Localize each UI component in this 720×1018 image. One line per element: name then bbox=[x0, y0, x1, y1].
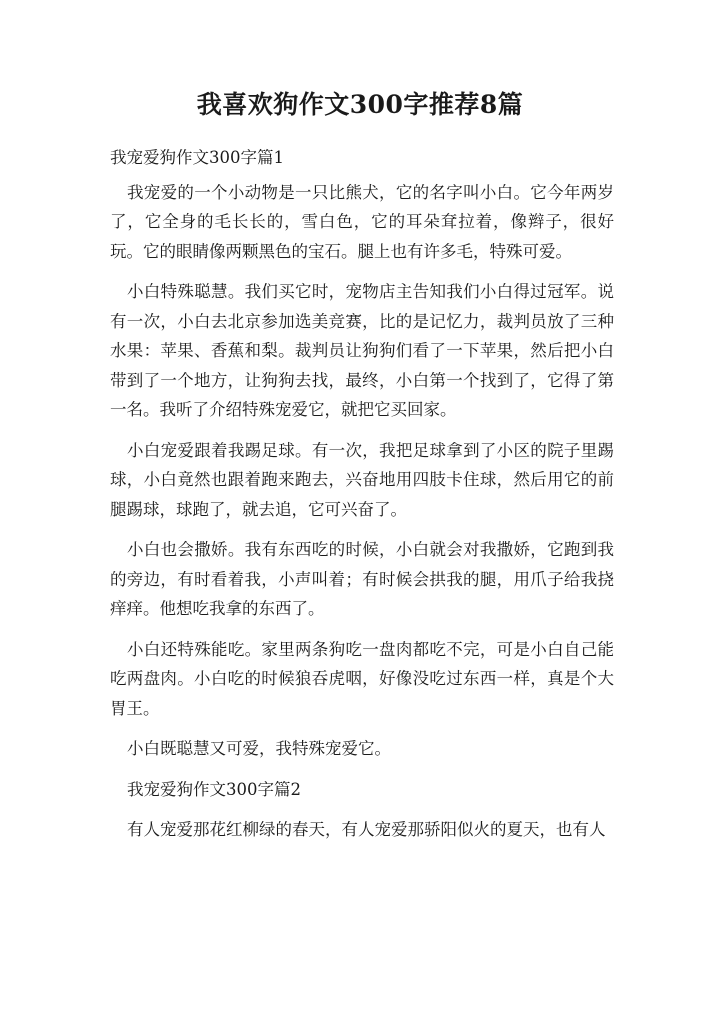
section-heading-2: 我宠爱狗作文300字篇2 bbox=[127, 779, 301, 799]
paragraph-2: 小白特殊聪慧。我们买它时，宠物店主告知我们小白得过冠军。说有一次，小白去北京参加选美竞赛，比的是记忆力，裁判员放了三种水果：苹果、香蕉和梨。裁判员让狗狗们看了一下苹果，然后把小白带到了一个地方，让狗狗去找，最终，小白第一个找到了，它得了第一名。我听了介绍特殊宠爱它，就把它买回家。 bbox=[110, 282, 614, 419]
document-body bbox=[110, 143, 614, 856]
paragraph-7: 有人宠爱那花红柳绿的春天，有人宠爱那骄阳似火的夏天，也有人 bbox=[127, 820, 606, 839]
paragraph-3: 小白宠爱跟着我踢足球。有一次，我把足球拿到了小区的院子里踢球，小白竟然也跟着跑来跑去，兴奋地用四肢卡住球，然后用它的前腿踢球，球跑了，就去追，它可兴奋了。 bbox=[110, 440, 614, 519]
paragraph-6: 小白既聪慧又可爱，我特殊宠爱它。 bbox=[127, 739, 391, 758]
paragraph-5: 小白还特殊能吃。家里两条狗吃一盘肉都吃不完，可是小白自己能吃两盘肉。小白吃的时候狼吞虎咽，好像没吃过东西一样，真是个大胃王。 bbox=[110, 639, 614, 718]
paragraph-4: 小白也会撒娇。我有东西吃的时候，小白就会对我撒娇，它跑到我的旁边，有时看着我，小声叫着；有时候会拱我的腿，用爪子给我挠痒痒。他想吃我拿的东西了。 bbox=[110, 540, 614, 618]
section-heading-1: 我宠爱狗作文300字篇1 bbox=[110, 148, 284, 167]
document-title: 我喜欢狗作文300字推荐8篇 bbox=[196, 90, 524, 119]
paragraph-1: 我宠爱的一个小动物是一只比熊犬，它的名字叫小白。它今年两岁了，它全身的毛长长的，雪白色，它的耳朵耷拉着，像辫子，很好玩。它的眼睛像两颗黑色的宝石。腿上也有许多毛，特殊可爱。 bbox=[110, 182, 614, 261]
